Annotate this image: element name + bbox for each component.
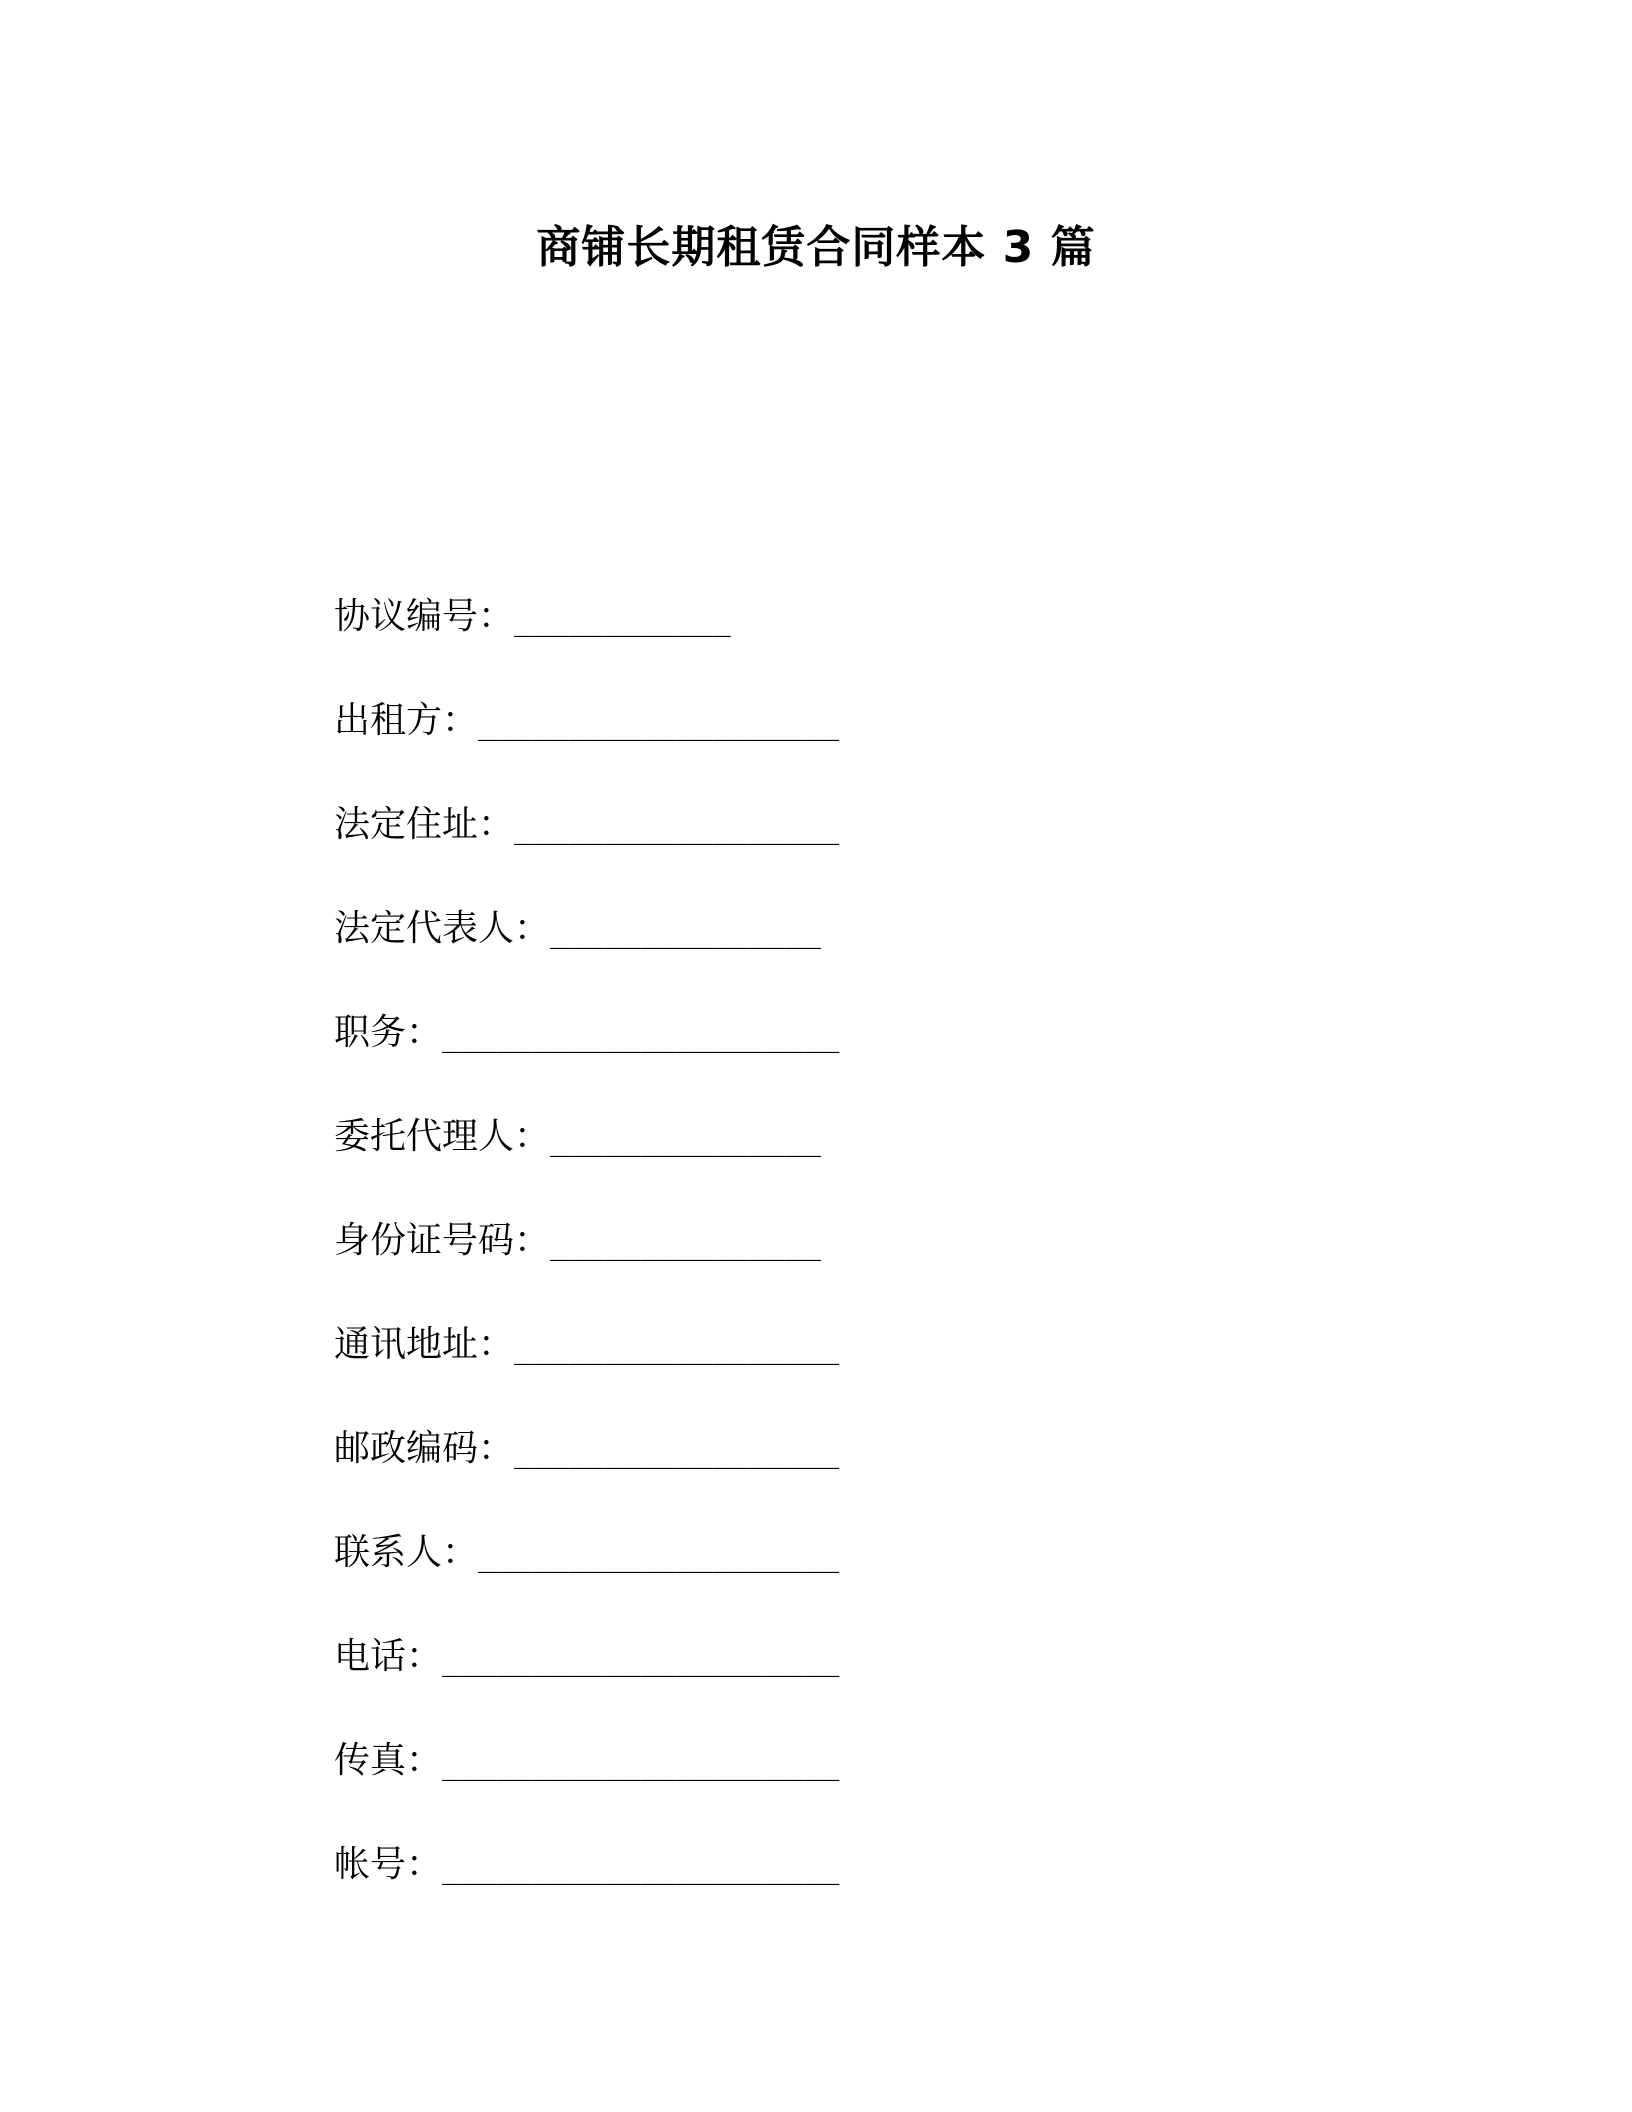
field-lessor	[334, 692, 1334, 796]
field-agreement-number	[334, 588, 1334, 692]
field-legal-address	[334, 796, 1334, 900]
field-phone	[334, 1628, 1334, 1732]
field-label: 联系人：	[334, 1532, 479, 1573]
field-label: 通讯地址：	[334, 1324, 515, 1365]
field-blank: ____________________	[478, 1539, 840, 1574]
field-blank: ______________________	[442, 1019, 840, 1054]
field-fax	[334, 1732, 1334, 1836]
field-position	[334, 1004, 1334, 1108]
field-label: 电话：	[334, 1636, 443, 1677]
field-label: 帐号：	[334, 1844, 443, 1885]
field-blank: __________________	[514, 1435, 840, 1470]
field-mailing-address	[334, 1316, 1334, 1420]
field-blank: ______________________	[442, 1851, 840, 1886]
field-blank: ____________	[514, 603, 731, 638]
field-label: 法定代表人：	[334, 908, 551, 949]
field-blank: _______________	[550, 1227, 821, 1262]
field-postal-code	[334, 1420, 1334, 1524]
field-blank: ____________________	[478, 707, 840, 742]
field-label: 邮政编码：	[334, 1428, 515, 1469]
field-blank: __________________	[514, 1331, 840, 1366]
field-account-number	[334, 1836, 1334, 1940]
field-blank: ______________________	[442, 1643, 840, 1678]
field-legal-representative	[334, 900, 1334, 1004]
field-label: 出租方：	[334, 700, 479, 741]
party-info-fields	[334, 588, 1334, 1940]
field-blank: _______________	[550, 1123, 821, 1158]
field-contact-person	[334, 1524, 1334, 1628]
field-label: 协议编号：	[334, 596, 515, 637]
field-label: 法定住址：	[334, 804, 515, 845]
field-id-number	[334, 1212, 1334, 1316]
field-blank: ______________________	[442, 1747, 840, 1782]
document-title: 商铺长期租赁合同样本 3 篇	[536, 222, 1096, 273]
field-label: 委托代理人：	[334, 1116, 551, 1157]
field-label: 职务：	[334, 1012, 443, 1053]
field-blank: _______________	[550, 915, 821, 950]
field-blank: __________________	[514, 811, 840, 846]
field-authorized-agent	[334, 1108, 1334, 1212]
field-label: 传真：	[334, 1740, 443, 1781]
field-label: 身份证号码：	[334, 1220, 551, 1261]
